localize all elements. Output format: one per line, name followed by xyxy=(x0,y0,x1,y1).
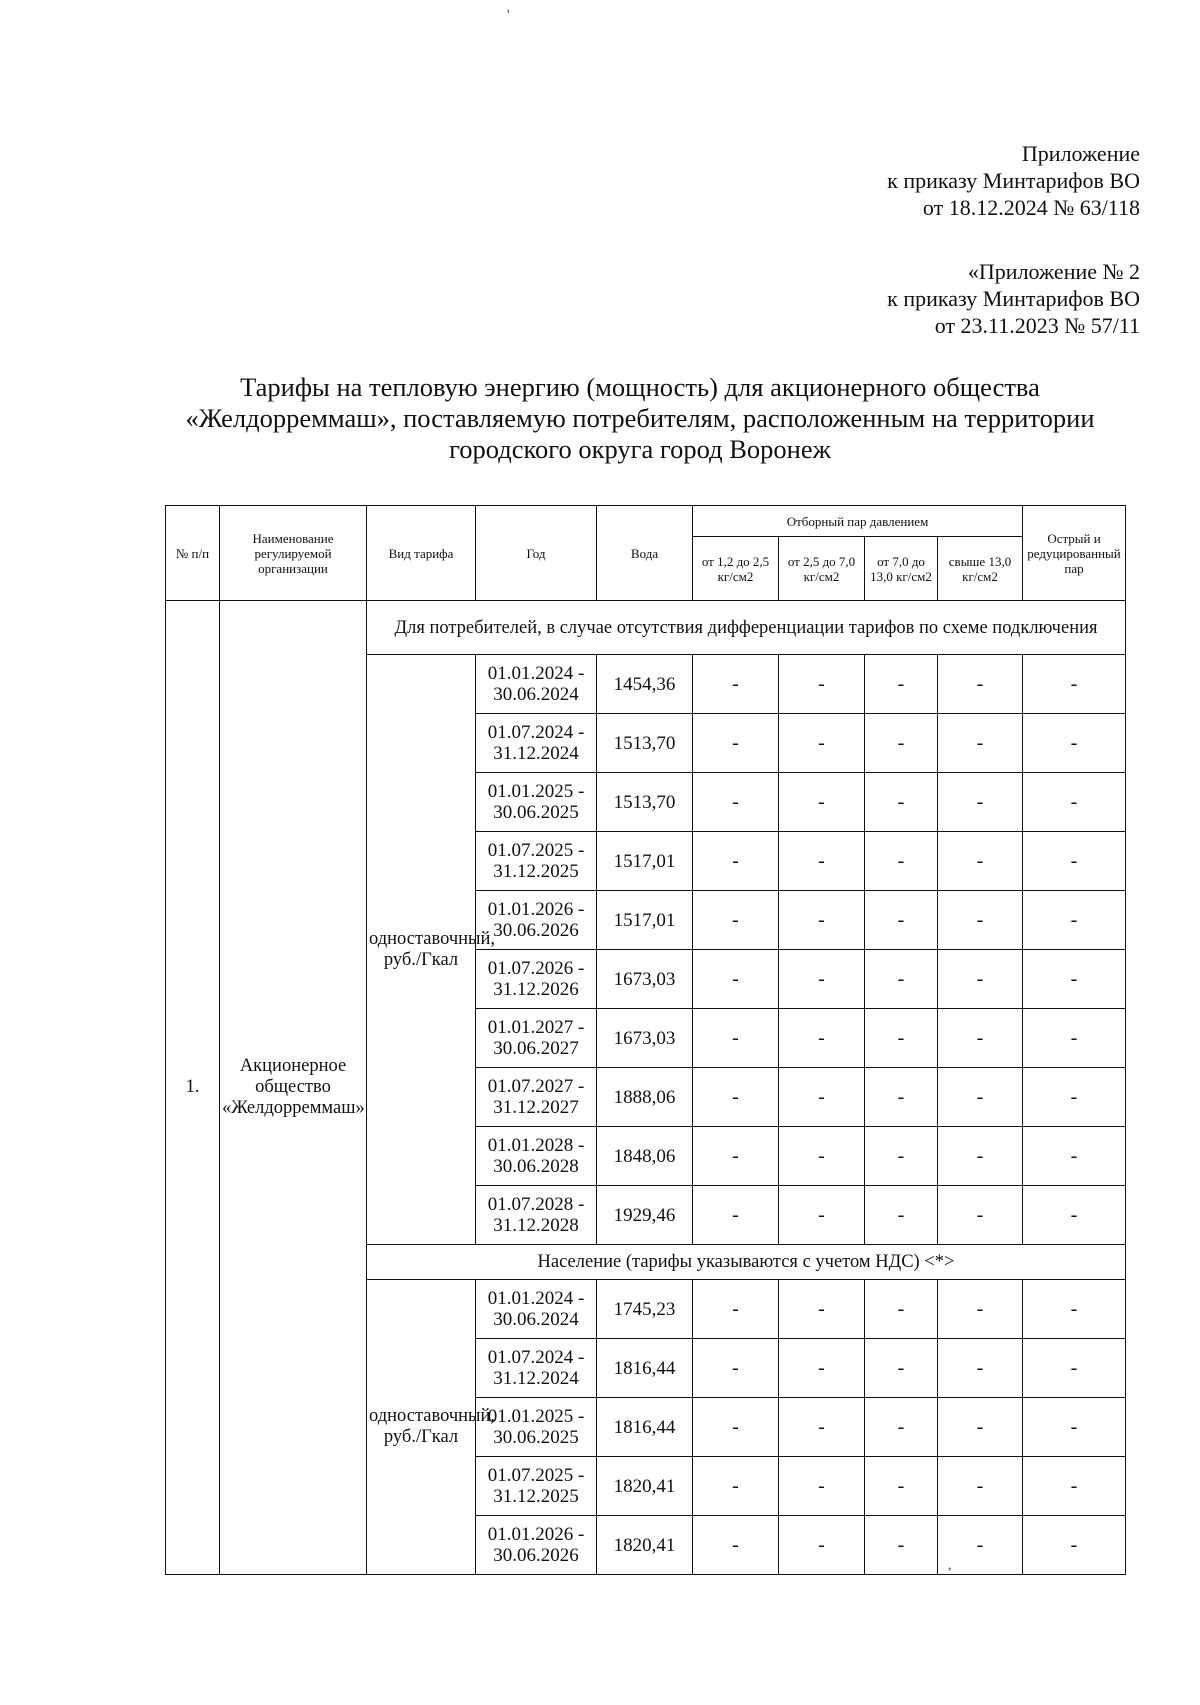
sharp-steam-value: - xyxy=(1023,1068,1126,1127)
steam-1-value: - xyxy=(693,1127,779,1186)
water-value: 1513,70 xyxy=(597,714,693,773)
sharp-steam-value: - xyxy=(1023,1009,1126,1068)
period: 01.07.2025 - 31.12.2025 xyxy=(476,832,597,891)
steam-4-value: - xyxy=(938,1457,1023,1516)
steam-4-value: - xyxy=(938,1280,1023,1339)
steam-2-value: - xyxy=(779,950,865,1009)
steam-1-value: - xyxy=(693,773,779,832)
document-title xyxy=(140,372,1140,465)
original-appendix-line: к приказу Минтарифов ВО xyxy=(887,286,1140,311)
water-value: 1820,41 xyxy=(597,1516,693,1575)
sharp-steam-value: - xyxy=(1023,714,1126,773)
water-value: 1517,01 xyxy=(597,891,693,950)
steam-1-value: - xyxy=(693,1186,779,1245)
tariff-table xyxy=(165,505,1126,1575)
period: 01.07.2025 - 31.12.2025 xyxy=(476,1457,597,1516)
period: 01.07.2026 - 31.12.2026 xyxy=(476,950,597,1009)
steam-3-value: - xyxy=(865,1457,938,1516)
steam-3-value: - xyxy=(865,1280,938,1339)
steam-1-value: - xyxy=(693,950,779,1009)
steam-1-value: - xyxy=(693,1009,779,1068)
appendix-line: от 18.12.2024 № 63/118 xyxy=(922,195,1140,220)
steam-3-value: - xyxy=(865,1068,938,1127)
title-line: городского округа город Воронеж xyxy=(449,434,831,464)
period: 01.01.2026 - 30.06.2026 xyxy=(476,1516,597,1575)
original-appendix-stamp xyxy=(0,258,1140,339)
water-value: 1888,06 xyxy=(597,1068,693,1127)
sharp-steam-value: - xyxy=(1023,1280,1126,1339)
steam-1-value: - xyxy=(693,1398,779,1457)
water-value: 1673,03 xyxy=(597,1009,693,1068)
steam-4-value: - xyxy=(938,1009,1023,1068)
appendix-line: Приложение xyxy=(1021,141,1140,166)
steam-3-value: - xyxy=(865,950,938,1009)
header-steam-3: от 7,0 до 13,0 кг/см2 xyxy=(865,537,938,601)
title-line: «Желдорреммаш», поставляемую потребителям, расположенным на территории xyxy=(185,403,1095,433)
water-value: 1816,44 xyxy=(597,1398,693,1457)
steam-3-value: - xyxy=(865,1009,938,1068)
sharp-steam-value: - xyxy=(1023,1457,1126,1516)
steam-4-value: - xyxy=(938,1516,1023,1575)
header-steam-2: от 2,5 до 7,0 кг/см2 xyxy=(779,537,865,601)
steam-1-value: - xyxy=(693,891,779,950)
steam-2-value: - xyxy=(779,655,865,714)
steam-3-value: - xyxy=(865,891,938,950)
water-value: 1673,03 xyxy=(597,950,693,1009)
header-year: Год xyxy=(476,506,597,601)
section-title: Для потребителей, в случае отсутствия дифференциации тарифов по схеме подключения xyxy=(367,601,1126,655)
tariff-type: одноставочный, руб./Гкал xyxy=(367,655,476,1245)
sharp-steam-value: - xyxy=(1023,655,1126,714)
steam-2-value: - xyxy=(779,1339,865,1398)
steam-1-value: - xyxy=(693,1280,779,1339)
sharp-steam-value: - xyxy=(1023,1339,1126,1398)
steam-4-value: - xyxy=(938,950,1023,1009)
scan-speck: ' xyxy=(507,8,510,23)
period: 01.01.2024 - 30.06.2024 xyxy=(476,655,597,714)
steam-1-value: - xyxy=(693,1339,779,1398)
sharp-steam-value: - xyxy=(1023,1127,1126,1186)
steam-2-value: - xyxy=(779,1186,865,1245)
steam-4-value: - xyxy=(938,832,1023,891)
steam-1-value: - xyxy=(693,1516,779,1575)
steam-2-value: - xyxy=(779,714,865,773)
steam-2-value: - xyxy=(779,1280,865,1339)
tariff-type: одноставочный, руб./Гкал xyxy=(367,1280,476,1575)
water-value: 1848,06 xyxy=(597,1127,693,1186)
steam-1-value: - xyxy=(693,655,779,714)
steam-2-value: - xyxy=(779,1009,865,1068)
sharp-steam-value: - xyxy=(1023,1398,1126,1457)
period: 01.07.2027 - 31.12.2027 xyxy=(476,1068,597,1127)
steam-1-value: - xyxy=(693,1068,779,1127)
header-sharp-steam: Острый и редуцированный пар xyxy=(1023,506,1126,601)
steam-2-value: - xyxy=(779,1068,865,1127)
steam-2-value: - xyxy=(779,1398,865,1457)
steam-4-value: - xyxy=(938,1127,1023,1186)
sharp-steam-value: - xyxy=(1023,1516,1126,1575)
sharp-steam-value: - xyxy=(1023,832,1126,891)
appendix-stamp xyxy=(0,140,1140,221)
water-value: 1929,46 xyxy=(597,1186,693,1245)
steam-3-value: - xyxy=(865,773,938,832)
water-value: 1820,41 xyxy=(597,1457,693,1516)
period: 01.07.2028 - 31.12.2028 xyxy=(476,1186,597,1245)
water-value: 1454,36 xyxy=(597,655,693,714)
section-title: Население (тарифы указываются с учетом НДС) <*> xyxy=(367,1245,1126,1280)
steam-4-value: - xyxy=(938,1398,1023,1457)
scan-speck: , xyxy=(948,1558,952,1573)
steam-1-value: - xyxy=(693,832,779,891)
original-appendix-line: от 23.11.2023 № 57/11 xyxy=(934,313,1140,338)
steam-2-value: - xyxy=(779,1457,865,1516)
period: 01.01.2025 - 30.06.2025 xyxy=(476,773,597,832)
header-steam-4: свыше 13,0 кг/см2 xyxy=(938,537,1023,601)
header-water: Вода xyxy=(597,506,693,601)
header-org: Наименование регулируемой организации xyxy=(220,506,367,601)
steam-3-value: - xyxy=(865,1186,938,1245)
steam-3-value: - xyxy=(865,1339,938,1398)
steam-4-value: - xyxy=(938,1339,1023,1398)
steam-4-value: - xyxy=(938,1068,1023,1127)
period: 01.01.2026 - 30.06.2026 xyxy=(476,891,597,950)
header-steam-group: Отборный пар давлением xyxy=(693,506,1023,537)
water-value: 1745,23 xyxy=(597,1280,693,1339)
steam-4-value: - xyxy=(938,891,1023,950)
steam-2-value: - xyxy=(779,773,865,832)
water-value: 1816,44 xyxy=(597,1339,693,1398)
period: 01.01.2025 - 30.06.2025 xyxy=(476,1398,597,1457)
original-appendix-line: «Приложение № 2 xyxy=(967,259,1140,284)
steam-4-value: - xyxy=(938,1186,1023,1245)
sharp-steam-value: - xyxy=(1023,950,1126,1009)
steam-3-value: - xyxy=(865,1127,938,1186)
water-value: 1513,70 xyxy=(597,773,693,832)
period: 01.01.2027 - 30.06.2027 xyxy=(476,1009,597,1068)
sharp-steam-value: - xyxy=(1023,891,1126,950)
steam-2-value: - xyxy=(779,1127,865,1186)
steam-3-value: - xyxy=(865,1516,938,1575)
header-num: № п/п xyxy=(166,506,220,601)
sharp-steam-value: - xyxy=(1023,1186,1126,1245)
sharp-steam-value: - xyxy=(1023,773,1126,832)
steam-4-value: - xyxy=(938,655,1023,714)
steam-2-value: - xyxy=(779,891,865,950)
water-value: 1517,01 xyxy=(597,832,693,891)
period: 01.07.2024 - 31.12.2024 xyxy=(476,714,597,773)
period: 01.01.2024 - 30.06.2024 xyxy=(476,1280,597,1339)
header-steam-1: от 1,2 до 2,5 кг/см2 xyxy=(693,537,779,601)
appendix-line: к приказу Минтарифов ВО xyxy=(887,168,1140,193)
steam-1-value: - xyxy=(693,1457,779,1516)
steam-3-value: - xyxy=(865,714,938,773)
steam-3-value: - xyxy=(865,1398,938,1457)
header-tariff-type: Вид тарифа xyxy=(367,506,476,601)
period: 01.01.2028 - 30.06.2028 xyxy=(476,1127,597,1186)
title-line: Тарифы на тепловую энергию (мощность) для акционерного общества xyxy=(240,372,1040,402)
steam-2-value: - xyxy=(779,1516,865,1575)
steam-1-value: - xyxy=(693,714,779,773)
steam-3-value: - xyxy=(865,655,938,714)
period: 01.07.2024 - 31.12.2024 xyxy=(476,1339,597,1398)
row-number: 1. xyxy=(166,601,220,1575)
org-name: Акционерное общество «Желдорреммаш» xyxy=(220,601,367,1575)
steam-4-value: - xyxy=(938,773,1023,832)
steam-2-value: - xyxy=(779,832,865,891)
steam-4-value: - xyxy=(938,714,1023,773)
steam-3-value: - xyxy=(865,832,938,891)
